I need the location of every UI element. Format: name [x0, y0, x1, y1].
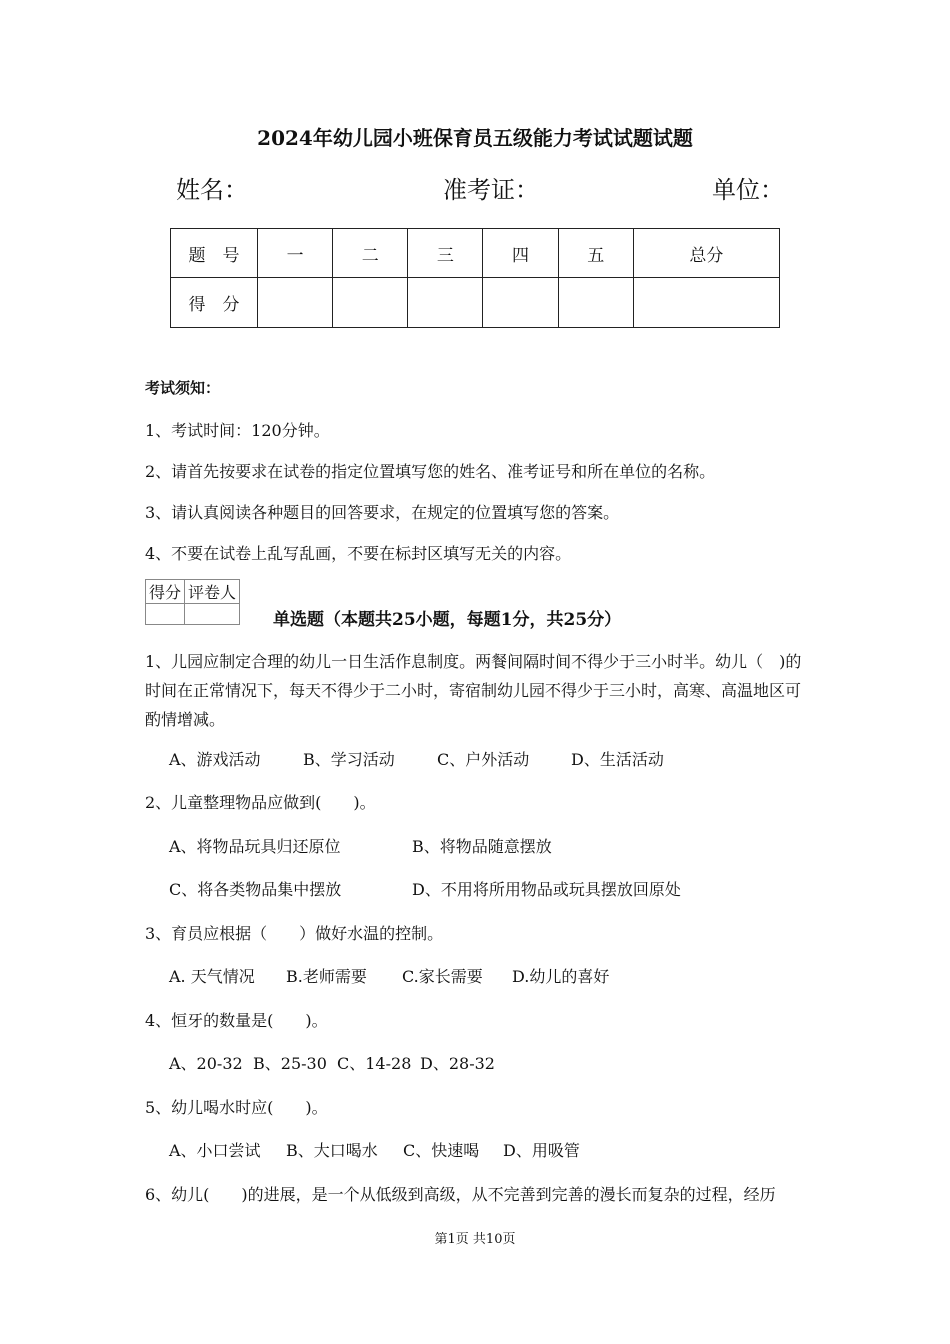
notice-item: 3、请认真阅读各种题目的回答要求，在规定的位置填写您的答案。 [145, 503, 620, 522]
notice-item: 1、考试时间：120分钟。 [145, 421, 330, 440]
score-table-cell: 一 [258, 229, 333, 278]
score-table-cell: 题 号 [171, 229, 258, 278]
score-table-cell: 得 分 [171, 278, 258, 328]
option[interactable]: B.老师需要 [286, 967, 367, 986]
option[interactable]: B、将物品随意摆放 [412, 837, 552, 856]
option[interactable]: A、游戏活动 [169, 750, 261, 769]
score-table-cell: 总分 [633, 229, 779, 278]
option[interactable]: C、14-28 [337, 1054, 412, 1073]
question-text: 1、儿园应制定合理的幼儿一日生活作息制度。两餐间隔时间不得少于三小时半。幼儿（ )的时间在正常情况下，每天不得少于二小时，寄宿制幼儿园不得少于三小时，高寒、高温地区可酌情增减。 [145, 652, 802, 729]
question-text: 3、育员应根据（ ）做好水温的控制。 [145, 924, 444, 943]
score-table-cell: 五 [558, 229, 633, 278]
option[interactable]: D.幼儿的喜好 [512, 967, 610, 986]
page-title: 2024年幼儿园小班保育员五级能力考试试题试题 [257, 126, 693, 150]
notice-item: 2、请首先按要求在试卷的指定位置填写您的姓名、准考证号和所在单位的名称。 [145, 462, 716, 481]
notice-item: 4、不要在试卷上乱写乱画，不要在标封区填写无关的内容。 [145, 544, 572, 563]
question-text: 4、恒牙的数量是( )。 [145, 1011, 328, 1030]
option[interactable]: D、生活活动 [571, 750, 664, 769]
score-entry-cell[interactable] [558, 278, 633, 328]
score-table-cell: 四 [483, 229, 558, 278]
section-title: 单选题（本题共25小题，每题1分，共25分） [273, 610, 622, 630]
option[interactable]: C、将各类物品集中摆放 [169, 880, 342, 899]
option[interactable]: D、用吸管 [503, 1141, 580, 1160]
option[interactable]: A、20-32 [169, 1054, 243, 1073]
score-entry-cell[interactable] [483, 278, 558, 328]
page-footer: 第1页 共10页 [434, 1232, 516, 1247]
score-table-header-row [171, 229, 780, 278]
option[interactable]: A. 天气情况 [169, 967, 255, 986]
score-entry-cell[interactable] [408, 278, 483, 328]
grader-name-label: 评卷人 [185, 580, 240, 604]
score-entry-cell[interactable] [333, 278, 408, 328]
grader-name-cell[interactable] [185, 604, 240, 625]
option[interactable]: D、不用将所用物品或玩具摆放回原处 [412, 880, 681, 899]
score-table-score-row [171, 278, 780, 328]
score-table [170, 228, 780, 328]
score-table-cell: 三 [408, 229, 483, 278]
option[interactable]: C.家长需要 [402, 967, 483, 986]
option[interactable]: A、小口尝试 [169, 1141, 261, 1160]
score-table-cell: 二 [333, 229, 408, 278]
question-text: 6、幼儿( )的进展，是一个从低级到高级，从不完善到完善的漫长而复杂的过程，经历 [145, 1185, 776, 1204]
question-text: 2、儿童整理物品应做到( )。 [145, 793, 376, 812]
name-label: 姓名： [176, 176, 248, 204]
option[interactable]: C、快速喝 [403, 1141, 480, 1160]
option[interactable]: B、25-30 [253, 1054, 327, 1073]
notice-heading: 考试须知： [145, 379, 221, 397]
option[interactable]: A、将物品玩具归还原位 [169, 837, 341, 856]
option[interactable]: B、大口喝水 [286, 1141, 378, 1160]
grader-score-cell[interactable] [146, 604, 185, 625]
option[interactable]: D、28-32 [420, 1054, 495, 1073]
question-text: 5、幼儿喝水时应( )。 [145, 1098, 328, 1117]
grader-box [145, 579, 240, 625]
option[interactable]: B、学习活动 [303, 750, 395, 769]
option[interactable]: C、户外活动 [437, 750, 530, 769]
score-entry-cell[interactable] [258, 278, 333, 328]
exam-id-label: 准考证： [443, 176, 539, 204]
grader-score-label: 得分 [146, 580, 185, 604]
score-entry-cell[interactable] [633, 278, 779, 328]
unit-label: 单位： [712, 176, 784, 204]
